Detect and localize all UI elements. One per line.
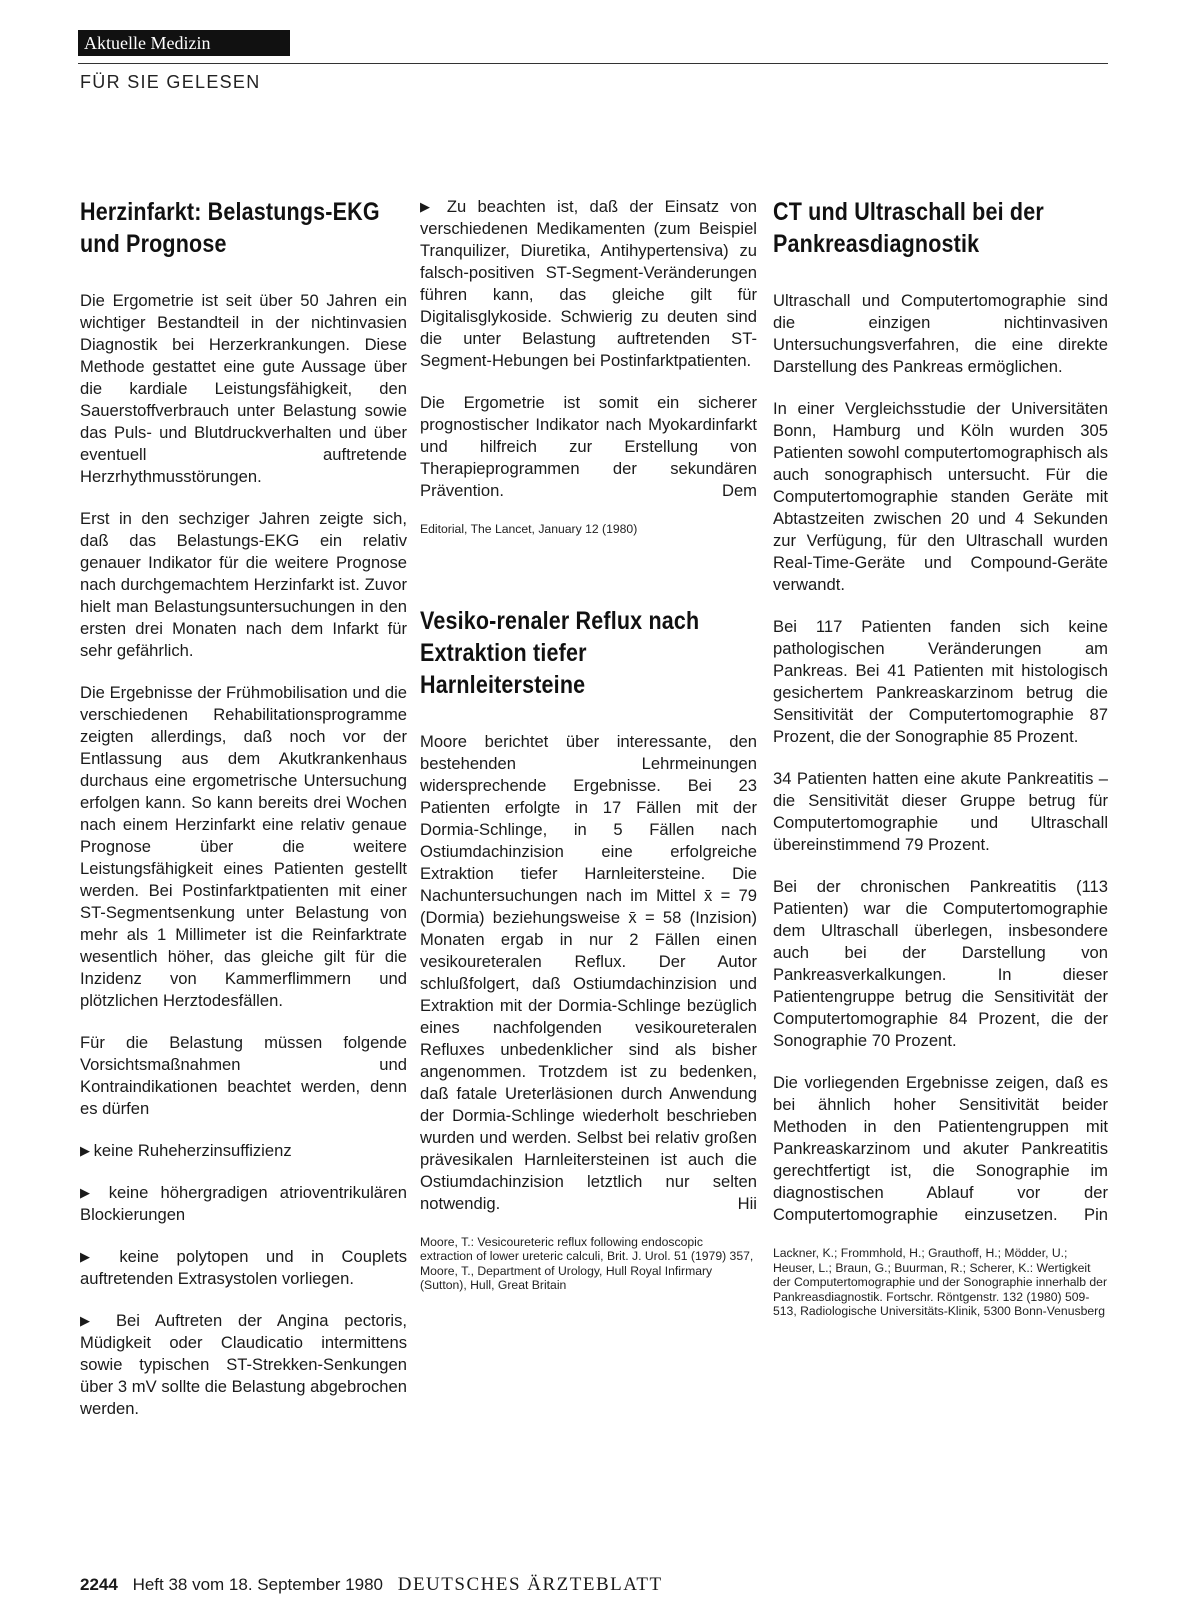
article-3-paragraph-5: Bei der chronischen Pankreatitis (113 Patienten) war die Computertomographie dem Ultraschall überlegen, insbesondere auch bei der Darstellung von Pankreasverkalkungen. In dieser Patientengruppe betrug die Sensitivität der Computertomographie 84 Prozent, die der Sonographie 70 Prozent. bbox=[773, 877, 1108, 1050]
article-1-reference: Editorial, The Lancet, January 12 (1980) bbox=[420, 522, 638, 536]
article-3-title: CT und Ultraschall bei der Pankreasdiagnostik bbox=[773, 198, 1044, 258]
article-1-bullet-4: ▶ Bei Auftreten der Angina pectoris, Müdigkeit oder Claudicatio intermittens sowie typischen ST-Strekken-Senkungen über 3 mV sollte die Belastung abgebrochen werden. bbox=[80, 1310, 407, 1420]
article-3-paragraph-3: Bei 117 Patienten fanden sich keine pathologischen Veränderungen am Pankreas. Bei 41 Patienten mit histologisch gesichertem Pankreaskarzinom betrug die Sensitivität der Computertomographie 87 Prozent, die der Sonographie 85 Prozent. bbox=[773, 617, 1108, 746]
column-1 bbox=[80, 196, 407, 1440]
header-divider bbox=[78, 63, 1108, 64]
issue-info: Heft 38 vom 18. September 1980 bbox=[132, 1575, 383, 1594]
column-3 bbox=[773, 196, 1108, 1319]
article-3-paragraph-4: 34 Patienten hatten eine akute Pankreatitis – die Sensitivität dieser Gruppe betrug für Computertomographie und Ultraschall übereinstimmend 79 Prozent. bbox=[773, 769, 1108, 854]
rubric-subheader: FÜR SIE GELESEN bbox=[80, 72, 261, 92]
article-1-bullet-5: ▶ Zu beachten ist, daß der Einsatz von verschiedenen Medikamenten (zum Beispiel Tranquilizer, Diuretika, Antihypertensiva) zu falsch-positiven ST-Segment-Veränderungen führen kann, das gleiche gilt für Digitalisglykoside. Schwierig zu deuten sind die unter Belastung auftretenden ST-Segment-Hebungen bei Postinfarktpatienten. bbox=[420, 196, 757, 372]
page-footer bbox=[80, 1574, 663, 1596]
article-1-title: Herzinfarkt: Belastungs-EKG und Prognose bbox=[80, 198, 380, 258]
page-number: 2244 bbox=[80, 1575, 118, 1594]
column-2 bbox=[420, 196, 757, 1293]
article-1-bullet-1: ▶ keine Ruheherzinsuffizienz bbox=[80, 1140, 407, 1162]
article-1-bullet-3: ▶ keine polytopen und in Couplets auftretenden Extrasystolen vorliegen. bbox=[80, 1246, 407, 1290]
article-1-paragraph-4: Für die Belastung müssen folgende Vorsichtsmaßnahmen und Kontraindikationen beachtet werden, denn es dürfen bbox=[80, 1033, 407, 1118]
article-2-title: Vesiko-renaler Reflux nach Extraktion tiefer Harnleitersteine bbox=[420, 606, 700, 699]
article-2-paragraph-1: Moore berichtet über interessante, den bestehenden Lehrmeinungen widersprechende Ergebnisse. Bei 23 Patienten erfolgte in 17 Fällen mit der Dormia-Schlinge, in 5 Fällen nach Ostiumdachinzision eine erfolgreiche Extraktion tiefer Harnleitersteine. Die Nachuntersuchungen nach im Mittel x̄ = 79 (Dormia) beziehungsweise x̄ = 58 (Inzision) Monaten ergab in nur 2 Fällen einen vesikoureteralen Reflux. Der Autor schlußfolgert, daß Ostiumdachinzision und Extraktion mit der Dormia-Schlinge bezüglich eines nachfolgenden vesikoureteralen Refluxes unbedenklicher sind als bisher angenommen. Trotzdem ist zu bedenken, daß fatale Ureterläsionen durch Anwendung der Dormia-Schlinge wiederholt beschrieben wurden und werden. Selbst bei relativ großen prävesikalen Harnleitersteinen ist auch die Ostiumdachinzision letztlich nur selten notwendig. Hii bbox=[420, 731, 757, 1213]
article-1-bullet-2: ▶ keine höhergradigen atrioventrikulären Blockierungen bbox=[80, 1182, 407, 1226]
article-3-paragraph-6: Die vorliegenden Ergebnisse zeigen, daß es bei ähnlich hoher Sensitivität beider Methoden in den Patientengruppen mit Pankreaskarzinom und akuter Pankreatitis gerechtfertigt ist, die Sonographie im diagnostischen Ablauf vor der Computertomographie einzusetzen. Pin bbox=[773, 1073, 1108, 1224]
article-3-paragraph-1: Ultraschall und Computertomographie sind die einzigen nichtinvasiven Untersuchungsverfahren, die eine direkte Darstellung des Pankreas ermöglichen. bbox=[773, 291, 1108, 376]
article-1-paragraph-2: Erst in den sechziger Jahren zeigte sich, daß das Belastungs-EKG ein relativ genauer Indikator für die weitere Prognose nach durchgemachtem Herzinfarkt ist. Zuvor hielt man Belastungsuntersuchungen in den ersten drei Monaten nach dem Infarkt für sehr gefährlich. bbox=[80, 509, 407, 660]
article-1-paragraph-5: Die Ergometrie ist somit ein sicherer prognostischer Indikator nach Myokardinfarkt und hilfreich zur Erstellung von Therapieprogrammen der sekundären Prävention. Dem bbox=[420, 393, 757, 500]
section-label: Aktuelle Medizin bbox=[78, 30, 290, 56]
article-1-paragraph-3: Die Ergebnisse der Frühmobilisation und die verschiedenen Rehabilitationsprogramme zeigten allerdings, daß noch vor der Entlassung aus dem Akutkrankenhaus durchaus eine ergometrische Untersuchung erfolgen kann. So kann bereits drei Wochen nach einem Herzinfarkt eine relativ genaue Prognose über die weitere Leistungsfähigkeit eines Patienten gestellt werden. Bei Postinfarktpatienten mit einer ST-Segmentsenkung unter Belastung von mehr als 1 Millimeter ist die Reinfarktrate wesentlich höher, das gleiche gilt für die Inzidenz von Kammerflimmern und plötzlichen Herztodesfällen. bbox=[80, 683, 407, 1010]
article-1-paragraph-1: Die Ergometrie ist seit über 50 Jahren ein wichtiger Bestandteil in der nichtinvasien Diagnostik bei Herzerkrankungen. Diese Methode gestattet eine gute Aussage über die kardiale Leistungsfähigkeit, den Sauerstoffverbrauch unter Belastung sowie das Puls- und Blutdruckverhalten und über eventuell auftretende Herzrhythmusstörungen. bbox=[80, 291, 407, 486]
journal-name: DEUTSCHES ÄRZTEBLATT bbox=[397, 1574, 663, 1595]
article-3-reference: Lackner, K.; Frommhold, H.; Grauthoff, H.; Mödder, U.; Heuser, L.; Braun, G.; Buurman, R.; Scherer, K.: Wertigkeit der Computertomographie und der Sonographie innerhalb der Pankreasdiagnostik. Fortschr. Röntgenstr. 132 (1980) 509-513, Radiologische Universitäts-Klinik, 5300 Bonn-Venusberg bbox=[773, 1246, 1108, 1318]
article-3-paragraph-2: In einer Vergleichsstudie der Universitäten Bonn, Hamburg und Köln wurden 305 Patienten sowohl computertomographisch als auch sonographisch untersucht. Für die Computertomographie standen Geräte mit Abtastzeiten zwischen 20 und 4 Sekunden zur Verfügung, für den Ultraschall wurden Real-Time-Geräte und Compound-Geräte verwandt. bbox=[773, 399, 1108, 594]
article-2-reference: Moore, T.: Vesicoureteric reflux following endoscopic extraction of lower ureteric calculi, Brit. J. Urol. 51 (1979) 357, Moore, T., Department of Urology, Hull Royal Infirmary (Sutton), Hull, Great Britain bbox=[420, 1234, 754, 1292]
